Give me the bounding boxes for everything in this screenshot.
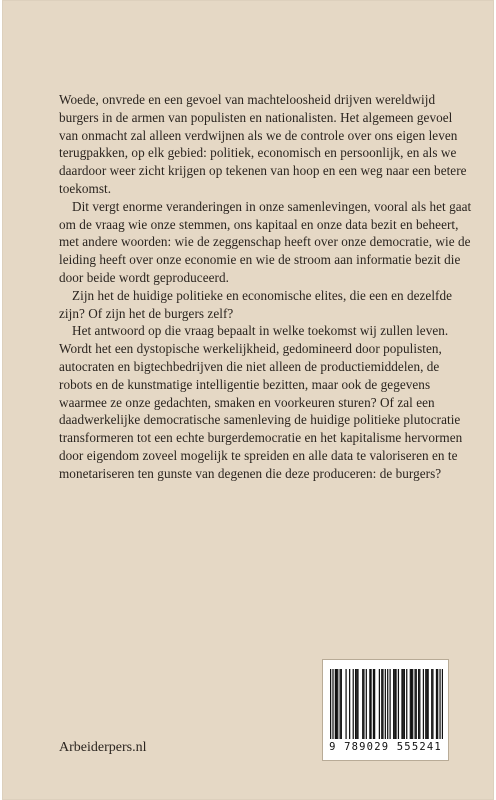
- barcode-bar: [431, 669, 432, 739]
- barcode-bar: [412, 669, 413, 739]
- barcode-bar: [379, 669, 380, 739]
- barcode-bar: [330, 669, 331, 739]
- barcode-bar: [436, 669, 437, 739]
- barcode-bar: [362, 669, 363, 739]
- barcode-bar: [337, 669, 338, 739]
- barcode-bar: [406, 669, 407, 739]
- barcode-bar: [345, 669, 346, 739]
- barcode-bar: [356, 669, 357, 739]
- barcode-bar: [403, 669, 404, 739]
- barcode-bar: [414, 669, 415, 739]
- isbn-number: 9 789029 555241: [329, 741, 442, 753]
- barcode-bar: [373, 669, 374, 739]
- barcode-bar: [366, 669, 367, 739]
- barcode-bar: [389, 669, 390, 739]
- barcode-bar: [410, 669, 411, 739]
- barcode-bar: [357, 669, 358, 739]
- barcode-bar: [404, 669, 405, 739]
- barcode-bar: [381, 669, 382, 739]
- barcode-bar: [355, 669, 356, 739]
- barcode-bar: [428, 669, 429, 739]
- barcode-bar: [335, 669, 336, 739]
- barcode-bar: [395, 669, 396, 739]
- barcode-bar: [411, 669, 412, 739]
- barcode-bar: [340, 669, 341, 739]
- blurb-paragraph-3: Zijn het de huidige politieke en economische elites, die een en dezelfde zijn? Of zijn het de burgers zelf?: [59, 287, 453, 321]
- barcode-bar: [439, 669, 440, 739]
- blurb-paragraph-2: Dit vergt enorme veranderingen in onze samenlevingen, vooral als het gaat om de vraag wie onze stemmen, ons kapitaal en onze data bezit en beheert, met andere woorden: wie de zeggenschap heeft over onze democratie, wie de leiding heeft over onze economie en wie de stroom aan informatie bezit die door beide wordt geproduceerd.: [59, 198, 472, 285]
- barcode-bar: [398, 669, 399, 739]
- barcode-bar: [418, 669, 419, 739]
- barcode-bar: [423, 669, 424, 739]
- barcode-bar: [387, 669, 388, 739]
- barcode-bar: [394, 669, 395, 739]
- barcode-bars: [330, 669, 443, 739]
- barcode-bar: [419, 669, 420, 739]
- barcode-bar: [341, 669, 342, 739]
- barcode-bar: [401, 669, 402, 739]
- barcode-bar: [374, 669, 375, 739]
- barcode-bar: [336, 669, 337, 739]
- barcode-bar: [363, 669, 364, 739]
- back-cover: [2, 0, 494, 800]
- barcode-bar: [416, 669, 417, 739]
- barcode-bar: [432, 669, 433, 739]
- barcode-bar: [332, 669, 333, 739]
- barcode-bar: [349, 669, 350, 739]
- blurb-paragraph-1: Woede, onvrede en een gevoel van machteloosheid drijven wereldwijd burgers in de armen van populisten en nationalisten. Het algemeen gevoel van onmacht zal alleen verdwijnen als we de controle over ons eigen leven terugpakken, op elk gebied: politiek, economisch en persoonlijk, en als we daardoor weer zicht krijgen op tekenen van hoop en een weg naar een betere toekomst.: [59, 92, 467, 196]
- isbn-barcode: [322, 659, 449, 761]
- barcode-bar: [425, 669, 426, 739]
- barcode-bar: [442, 669, 443, 739]
- blurb-text: [59, 91, 473, 483]
- barcode-bar: [393, 669, 394, 739]
- barcode-bar: [370, 669, 371, 739]
- barcode-bar: [382, 669, 383, 739]
- barcode-bar: [426, 669, 427, 739]
- publisher-url: Arbeiderpers.nl: [59, 740, 147, 755]
- barcode-bar: [385, 669, 386, 739]
- barcode-bar: [369, 669, 370, 739]
- barcode-bar: [353, 669, 354, 739]
- barcode-bar: [437, 669, 438, 739]
- blurb-paragraph-4: Het antwoord op die vraag bepaalt in welke toekomst wij zullen leven. Wordt het een dystopische werkelijkheid, gedomineerd door populisten, autocraten en bigtechbedrijven die niet alleen de productiemiddelen, de robots en de kunstmatige intelligentie bezitten, maar ook de gegevens waarmee ze onze gedachten, smaken en voorkeuren sturen? Of zal een daadwerkelijke democratische samenleving de huidige politieke plutocratie transformeren tot een echte burgerdemocratie en het kapitalisme hervormen door eigendom zoveel mogelijk te spreiden en alle data te valoriseren en te monetariseren ten gunste van degenen die deze produceren: de burgers?: [59, 323, 463, 481]
